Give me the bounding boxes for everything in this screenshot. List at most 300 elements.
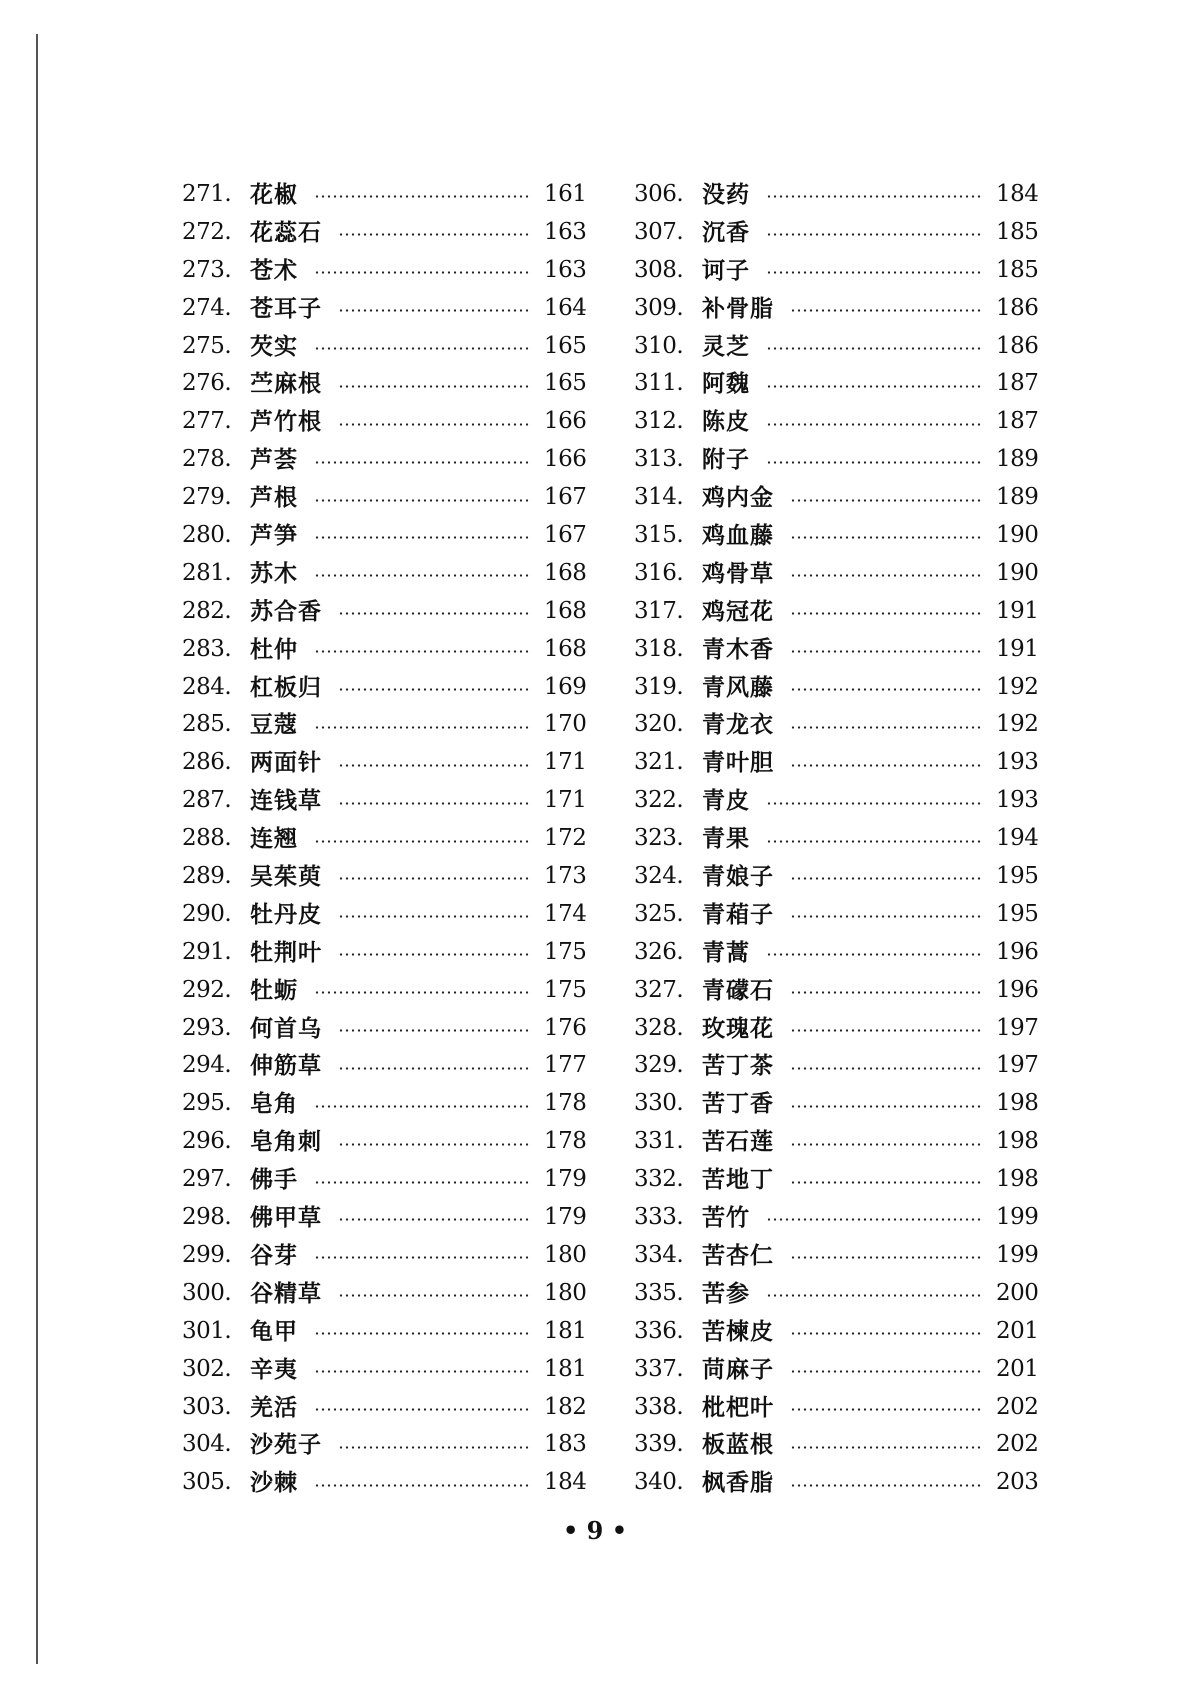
dot-leader xyxy=(790,1029,984,1032)
toc-entry xyxy=(182,252,586,290)
entry-number: 332. xyxy=(634,1166,684,1193)
entry-name: 两面针 xyxy=(250,749,322,777)
entry-name: 沉香 xyxy=(702,218,750,246)
toc-entry xyxy=(182,1010,586,1048)
entry-page: 198 xyxy=(996,1128,1039,1155)
toc-entry xyxy=(634,1010,1038,1048)
entry-page: 192 xyxy=(996,673,1039,700)
entry-name: 伸筋草 xyxy=(250,1052,322,1080)
entry-number: 294. xyxy=(182,1052,232,1079)
toc-entry xyxy=(182,820,586,858)
entry-number: 328. xyxy=(634,1014,684,1041)
entry-number: 290. xyxy=(182,900,232,927)
entry-name: 枫香脂 xyxy=(702,1469,774,1497)
dot-leader xyxy=(790,650,984,653)
entry-number: 308. xyxy=(634,256,684,283)
entry-name: 芡实 xyxy=(250,332,298,360)
dot-leader xyxy=(766,423,984,426)
entry-page: 202 xyxy=(996,1431,1039,1458)
entry-page: 196 xyxy=(996,976,1039,1003)
entry-number: 320. xyxy=(634,711,684,738)
toc-entry xyxy=(182,1237,586,1275)
entry-name: 皂角刺 xyxy=(250,1128,322,1156)
toc-entry xyxy=(182,328,586,366)
entry-page: 197 xyxy=(996,1052,1039,1079)
entry-page: 165 xyxy=(544,332,587,359)
toc-entry xyxy=(182,744,586,782)
dot-leader xyxy=(790,1370,984,1373)
toc-entry xyxy=(634,972,1038,1010)
entry-number: 307. xyxy=(634,218,684,245)
dot-leader xyxy=(790,536,984,539)
toc-entry xyxy=(182,706,586,744)
dot-leader xyxy=(790,1143,984,1146)
toc-entry xyxy=(634,1426,1038,1464)
entry-number: 275. xyxy=(182,332,232,359)
entry-number: 288. xyxy=(182,825,232,852)
entry-page: 186 xyxy=(996,294,1039,321)
entry-name: 苍耳子 xyxy=(250,294,322,322)
entry-name: 没药 xyxy=(702,181,750,208)
entry-name: 佛甲草 xyxy=(250,1204,322,1232)
entry-number: 329. xyxy=(634,1052,684,1079)
entry-page: 168 xyxy=(544,597,587,624)
entry-page: 189 xyxy=(996,446,1039,473)
toc-entry xyxy=(182,1464,586,1502)
entry-page: 167 xyxy=(544,522,587,549)
toc-entry xyxy=(182,517,586,555)
entry-name: 青葙子 xyxy=(702,900,774,928)
entry-number: 281. xyxy=(182,559,232,586)
dot-leader xyxy=(338,612,532,615)
entry-page: 168 xyxy=(544,635,587,662)
dot-leader xyxy=(766,195,984,198)
toc-entry xyxy=(182,290,586,328)
entry-number: 317. xyxy=(634,597,684,624)
entry-page: 173 xyxy=(544,863,587,890)
entry-number: 309. xyxy=(634,294,684,321)
dot-leader xyxy=(338,802,532,805)
entry-page: 184 xyxy=(544,1469,587,1496)
toc-entry xyxy=(182,1085,586,1123)
dot-leader xyxy=(314,991,532,994)
entry-number: 303. xyxy=(182,1393,232,1420)
entry-number: 286. xyxy=(182,749,232,776)
entry-page: 195 xyxy=(996,900,1039,927)
entry-name: 羌活 xyxy=(250,1393,298,1421)
entry-page: 195 xyxy=(996,863,1039,890)
entry-name: 板蓝根 xyxy=(702,1431,774,1459)
entry-name: 谷芽 xyxy=(250,1241,298,1269)
dot-leader xyxy=(338,1294,532,1297)
entry-number: 271. xyxy=(182,181,232,207)
toc-entry xyxy=(182,669,586,707)
entry-number: 280. xyxy=(182,522,232,549)
entry-number: 314. xyxy=(634,484,684,511)
toc-entry xyxy=(182,1047,586,1085)
entry-page: 186 xyxy=(996,332,1039,359)
toc-column-right xyxy=(634,176,1038,1502)
entry-name: 连钱草 xyxy=(250,787,322,815)
toc-entry xyxy=(634,858,1038,896)
dot-leader xyxy=(766,802,984,805)
entry-number: 295. xyxy=(182,1090,232,1117)
entry-number: 340. xyxy=(634,1469,684,1496)
entry-page: 184 xyxy=(996,181,1039,207)
entry-name: 杜仲 xyxy=(250,635,298,663)
dot-leader xyxy=(314,1408,532,1411)
dot-leader xyxy=(766,347,984,350)
dot-leader xyxy=(314,1256,532,1259)
dot-leader xyxy=(314,574,532,577)
entry-number: 276. xyxy=(182,370,232,397)
entry-page: 187 xyxy=(996,408,1039,435)
dot-leader xyxy=(766,840,984,843)
toc-entry xyxy=(634,479,1038,517)
toc-entry xyxy=(182,214,586,252)
entry-name: 芦根 xyxy=(250,484,298,512)
entry-number: 318. xyxy=(634,635,684,662)
dot-leader xyxy=(338,764,532,767)
entry-page: 182 xyxy=(544,1393,587,1420)
entry-name: 枇杷叶 xyxy=(702,1393,774,1421)
dot-leader xyxy=(338,953,532,956)
entry-name: 苎麻根 xyxy=(250,370,322,398)
entry-page: 167 xyxy=(544,484,587,511)
entry-name: 花蕊石 xyxy=(250,218,322,246)
entry-page: 190 xyxy=(996,559,1039,586)
dot-leader xyxy=(314,271,532,274)
entry-page: 185 xyxy=(996,218,1039,245)
dot-leader xyxy=(790,1446,984,1449)
entry-page: 190 xyxy=(996,522,1039,549)
entry-name: 青蒿 xyxy=(702,938,750,966)
dot-leader xyxy=(790,688,984,691)
dot-leader xyxy=(338,1029,532,1032)
entry-number: 333. xyxy=(634,1204,684,1231)
entry-page: 183 xyxy=(544,1431,587,1458)
entry-page: 199 xyxy=(996,1204,1039,1231)
entry-name: 补骨脂 xyxy=(702,294,774,322)
entry-page: 163 xyxy=(544,256,587,283)
entry-page: 196 xyxy=(996,938,1039,965)
dot-leader xyxy=(790,309,984,312)
entry-number: 299. xyxy=(182,1241,232,1268)
entry-number: 292. xyxy=(182,976,232,1003)
entry-name: 谷精草 xyxy=(250,1279,322,1307)
entry-page: 202 xyxy=(996,1393,1039,1420)
dot-leader xyxy=(338,1067,532,1070)
dot-leader xyxy=(790,612,984,615)
dot-leader xyxy=(790,915,984,918)
entry-name: 鸡血藤 xyxy=(702,522,774,550)
entry-name: 苦参 xyxy=(702,1279,750,1307)
entry-number: 291. xyxy=(182,938,232,965)
toc-entry xyxy=(182,858,586,896)
entry-number: 311. xyxy=(634,370,684,397)
toc-entry xyxy=(634,1199,1038,1237)
entry-number: 300. xyxy=(182,1279,232,1306)
toc-entry xyxy=(182,479,586,517)
entry-number: 296. xyxy=(182,1128,232,1155)
entry-number: 289. xyxy=(182,863,232,890)
entry-name: 灵芝 xyxy=(702,332,750,360)
dot-leader xyxy=(314,1370,532,1373)
toc-entry xyxy=(182,365,586,403)
entry-page: 194 xyxy=(996,825,1039,852)
entry-name: 苏合香 xyxy=(250,597,322,625)
entry-page: 175 xyxy=(544,938,587,965)
toc-entry xyxy=(634,1047,1038,1085)
entry-page: 189 xyxy=(996,484,1039,511)
entry-name: 牡丹皮 xyxy=(250,900,322,928)
entry-page: 179 xyxy=(544,1166,587,1193)
entry-name: 青木香 xyxy=(702,635,774,663)
entry-number: 336. xyxy=(634,1317,684,1344)
entry-page: 197 xyxy=(996,1014,1039,1041)
dot-leader xyxy=(790,1256,984,1259)
dot-leader xyxy=(338,423,532,426)
entry-page: 168 xyxy=(544,559,587,586)
entry-page: 199 xyxy=(996,1241,1039,1268)
entry-name: 青皮 xyxy=(702,787,750,815)
entry-name: 青果 xyxy=(702,825,750,853)
toc-entry xyxy=(634,1275,1038,1313)
entry-name: 芦笋 xyxy=(250,522,298,550)
entry-page: 174 xyxy=(544,900,587,927)
dot-leader xyxy=(314,461,532,464)
toc-entry xyxy=(634,290,1038,328)
entry-page: 178 xyxy=(544,1090,587,1117)
toc-entry xyxy=(634,403,1038,441)
entry-name: 苦竹 xyxy=(702,1204,750,1232)
entry-number: 293. xyxy=(182,1014,232,1041)
entry-page: 192 xyxy=(996,711,1039,738)
entry-number: 302. xyxy=(182,1355,232,1382)
entry-number: 274. xyxy=(182,294,232,321)
dot-leader xyxy=(790,726,984,729)
entry-name: 花椒 xyxy=(250,181,298,208)
toc-entry xyxy=(634,1161,1038,1199)
entry-number: 277. xyxy=(182,408,232,435)
entry-number: 305. xyxy=(182,1469,232,1496)
toc-entry xyxy=(182,1426,586,1464)
entry-name: 连翘 xyxy=(250,825,298,853)
dot-leader xyxy=(338,915,532,918)
entry-name: 沙苑子 xyxy=(250,1431,322,1459)
entry-number: 282. xyxy=(182,597,232,624)
dot-leader xyxy=(790,1408,984,1411)
entry-page: 171 xyxy=(544,749,587,776)
entry-name: 鸡内金 xyxy=(702,484,774,512)
toc-entry xyxy=(634,441,1038,479)
entry-number: 316. xyxy=(634,559,684,586)
entry-page: 201 xyxy=(996,1317,1039,1344)
entry-number: 335. xyxy=(634,1279,684,1306)
toc-entry xyxy=(182,176,586,214)
entry-name: 青风藤 xyxy=(702,673,774,701)
entry-number: 326. xyxy=(634,938,684,965)
entry-name: 苦丁茶 xyxy=(702,1052,774,1080)
dot-leader xyxy=(766,385,984,388)
toc-entry xyxy=(182,1275,586,1313)
entry-name: 杠板归 xyxy=(250,673,322,701)
entry-name: 苦石莲 xyxy=(702,1128,774,1156)
entry-number: 287. xyxy=(182,787,232,814)
toc-entry xyxy=(634,631,1038,669)
dot-leader xyxy=(790,1105,984,1108)
toc-entry xyxy=(634,176,1038,214)
entry-name: 辛夷 xyxy=(250,1355,298,1383)
entry-page: 164 xyxy=(544,294,587,321)
dot-leader xyxy=(338,688,532,691)
entry-name: 沙棘 xyxy=(250,1469,298,1497)
entry-number: 323. xyxy=(634,825,684,852)
dot-leader xyxy=(314,840,532,843)
entry-page: 203 xyxy=(996,1469,1039,1496)
dot-leader xyxy=(790,1484,984,1487)
dot-leader xyxy=(766,1294,984,1297)
entry-number: 306. xyxy=(634,181,684,207)
entry-page: 201 xyxy=(996,1355,1039,1382)
dot-leader xyxy=(790,1332,984,1335)
toc-entry xyxy=(634,214,1038,252)
entry-name: 吴茱萸 xyxy=(250,863,322,891)
entry-page: 181 xyxy=(544,1355,587,1382)
dot-leader xyxy=(338,385,532,388)
entry-name: 芦竹根 xyxy=(250,408,322,436)
dot-leader xyxy=(338,1446,532,1449)
entry-name: 青娘子 xyxy=(702,863,774,891)
entry-number: 321. xyxy=(634,749,684,776)
entry-number: 324. xyxy=(634,863,684,890)
toc-entry xyxy=(634,744,1038,782)
entry-name: 附子 xyxy=(702,446,750,474)
entry-name: 何首乌 xyxy=(250,1014,322,1042)
entry-name: 苦杏仁 xyxy=(702,1241,774,1269)
toc-entry xyxy=(634,365,1038,403)
toc-entry xyxy=(634,1123,1038,1161)
entry-number: 319. xyxy=(634,673,684,700)
entry-page: 169 xyxy=(544,673,587,700)
entry-name: 青礞石 xyxy=(702,976,774,1004)
entry-name: 苏木 xyxy=(250,559,298,587)
dot-leader xyxy=(314,1332,532,1335)
toc-entry xyxy=(634,328,1038,366)
binding-edge-line xyxy=(36,34,38,1664)
toc-entry xyxy=(634,593,1038,631)
entry-number: 312. xyxy=(634,408,684,435)
entry-page: 198 xyxy=(996,1090,1039,1117)
toc-entry xyxy=(634,1389,1038,1427)
entry-page: 170 xyxy=(544,711,587,738)
dot-leader xyxy=(314,1105,532,1108)
dot-leader xyxy=(766,233,984,236)
entry-name: 皂角 xyxy=(250,1090,298,1118)
entry-page: 180 xyxy=(544,1241,587,1268)
entry-page: 187 xyxy=(996,370,1039,397)
toc-entry xyxy=(634,669,1038,707)
toc-entry xyxy=(182,1161,586,1199)
page-number: • 9 • xyxy=(562,1516,628,1545)
toc-entry xyxy=(182,555,586,593)
entry-name: 青龙衣 xyxy=(702,711,774,739)
toc-entry xyxy=(182,896,586,934)
entry-number: 331. xyxy=(634,1128,684,1155)
entry-name: 牡蛎 xyxy=(250,976,298,1004)
dot-leader xyxy=(314,726,532,729)
toc-entry xyxy=(182,1199,586,1237)
dot-leader xyxy=(790,877,984,880)
entry-number: 298. xyxy=(182,1204,232,1231)
dot-leader xyxy=(790,764,984,767)
entry-page: 191 xyxy=(996,597,1039,624)
dot-leader xyxy=(314,1484,532,1487)
dot-leader xyxy=(314,650,532,653)
toc-entry xyxy=(634,1351,1038,1389)
entry-page: 161 xyxy=(544,181,587,207)
toc-column-left xyxy=(182,176,586,1502)
entry-number: 334. xyxy=(634,1241,684,1268)
entry-name: 苦楝皮 xyxy=(702,1317,774,1345)
entry-page: 180 xyxy=(544,1279,587,1306)
dot-leader xyxy=(314,1181,532,1184)
entry-page: 198 xyxy=(996,1166,1039,1193)
entry-page: 171 xyxy=(544,787,587,814)
entry-name: 玫瑰花 xyxy=(702,1014,774,1042)
entry-page: 175 xyxy=(544,976,587,1003)
entry-page: 185 xyxy=(996,256,1039,283)
toc-entry xyxy=(182,631,586,669)
dot-leader xyxy=(766,1218,984,1221)
entry-name: 诃子 xyxy=(702,256,750,284)
entry-number: 310. xyxy=(634,332,684,359)
entry-page: 193 xyxy=(996,749,1039,776)
toc-entry xyxy=(182,1351,586,1389)
toc-entry xyxy=(182,972,586,1010)
toc-entry xyxy=(634,706,1038,744)
entry-name: 青叶胆 xyxy=(702,749,774,777)
dot-leader xyxy=(314,536,532,539)
dot-leader xyxy=(314,195,532,198)
entry-page: 191 xyxy=(996,635,1039,662)
entry-page: 193 xyxy=(996,787,1039,814)
entry-page: 181 xyxy=(544,1317,587,1344)
toc-entry xyxy=(634,517,1038,555)
entry-number: 283. xyxy=(182,635,232,662)
entry-page: 172 xyxy=(544,825,587,852)
toc-entry xyxy=(634,1464,1038,1502)
entry-page: 177 xyxy=(544,1052,587,1079)
toc-entry xyxy=(634,1313,1038,1351)
entry-page: 176 xyxy=(544,1014,587,1041)
toc-entry xyxy=(634,896,1038,934)
entry-number: 297. xyxy=(182,1166,232,1193)
dot-leader xyxy=(790,1181,984,1184)
entry-number: 304. xyxy=(182,1431,232,1458)
entry-number: 313. xyxy=(634,446,684,473)
toc-entry xyxy=(634,1085,1038,1123)
entry-number: 273. xyxy=(182,256,232,283)
entry-name: 苍术 xyxy=(250,256,298,284)
toc-entry xyxy=(182,593,586,631)
dot-leader xyxy=(338,1143,532,1146)
entry-name: 阿魏 xyxy=(702,370,750,398)
entry-number: 279. xyxy=(182,484,232,511)
entry-number: 330. xyxy=(634,1090,684,1117)
entry-name: 陈皮 xyxy=(702,408,750,436)
dot-leader xyxy=(790,574,984,577)
